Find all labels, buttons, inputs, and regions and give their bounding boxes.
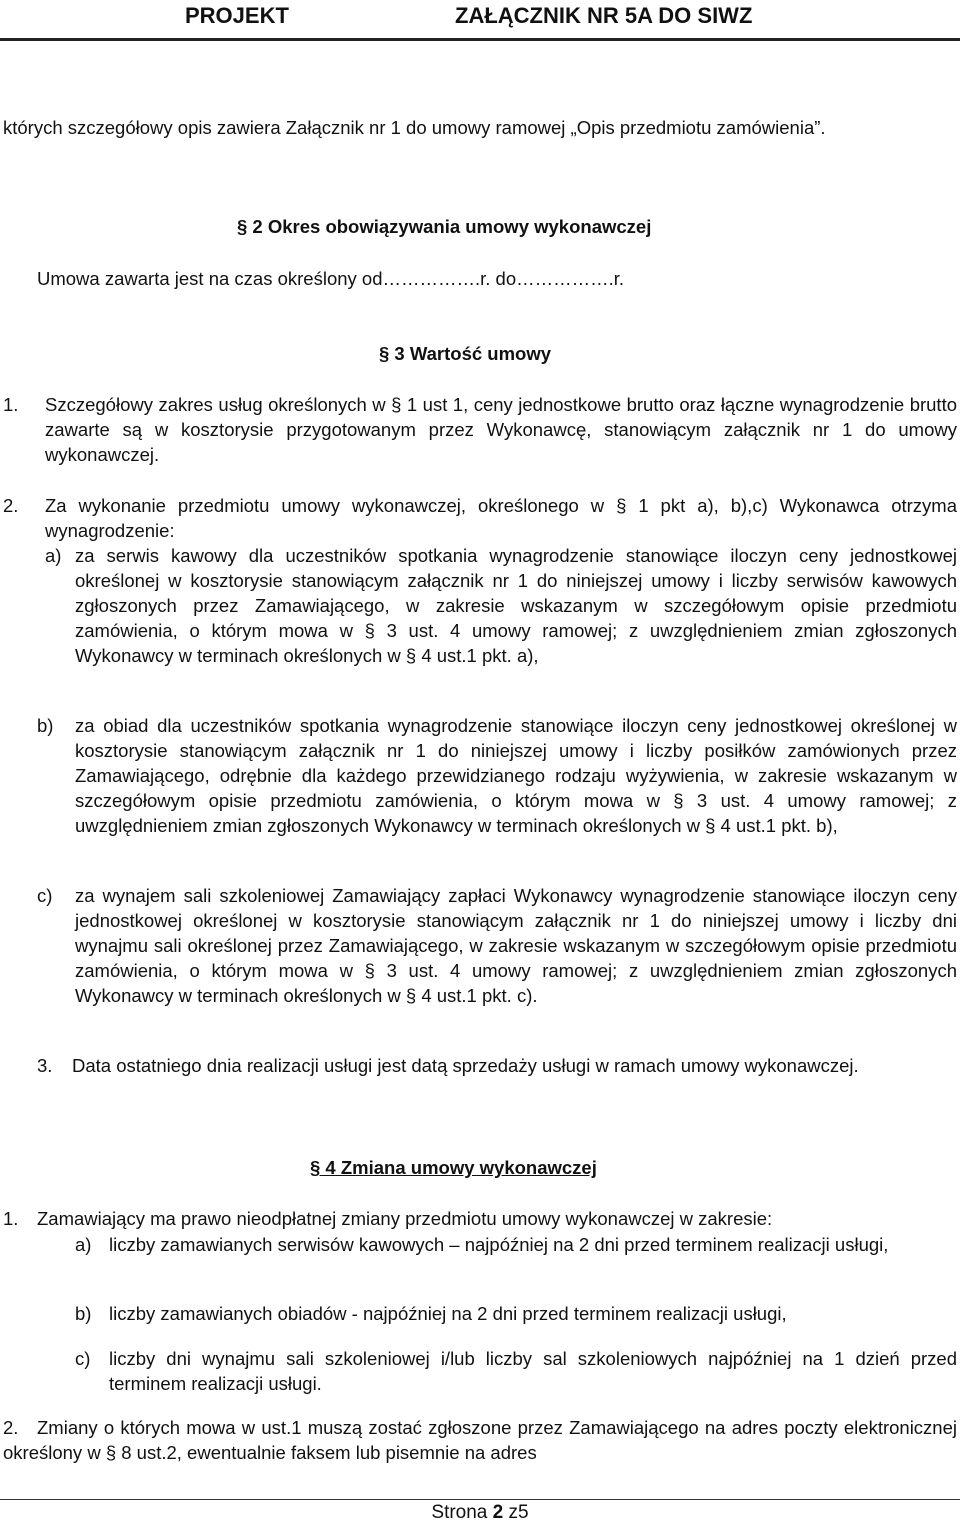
footer-page-prefix: Strona: [431, 1502, 488, 1523]
s4-p1-text: Zamawiający ma prawo nieodpłatnej zmiany przedmiotu umowy wykonawczej w zakresie:: [37, 1208, 773, 1229]
footer-divider: [0, 1499, 960, 1500]
s3-item-a-label: a): [45, 545, 62, 566]
section-4-heading: § 4 Zmiana umowy wykonawczej: [310, 1157, 597, 1178]
s4-item-c-text: liczby dni wynajmu sali szkoleniowej i/lub liczby sal szkoleniowych najpóźniej na 1 dzień przed terminem realizacji usługi.: [109, 1348, 957, 1394]
s4-p2-number: 2.: [3, 1417, 19, 1438]
s3-p3-number: 3.: [37, 1055, 53, 1076]
s3-item-b-label: b): [37, 715, 54, 736]
s4-item-b-label: b): [75, 1303, 92, 1324]
s4-item-a-label: a): [75, 1234, 92, 1255]
s4-p2-text: Zmiany o których mowa w ust.1 muszą zostać zgłoszone przez Zamawiającego na adres poczty elektronicznej określony w § 8 ust.2, ewentualnie faksem lub pisemnie na adres: [3, 1417, 957, 1463]
section-2-heading: § 2 Okres obowiązywania umowy wykonawczej: [237, 216, 652, 237]
page-header: [0, 0, 960, 40]
section-3-heading: § 3 Wartość umowy: [379, 343, 552, 364]
s4-item-a-text: liczby zamawianych serwisów kawowych – najpóźniej na 2 dni przed terminem realizacji usługi,: [109, 1234, 889, 1255]
footer-page-total: z5: [508, 1502, 529, 1523]
s3-p1-number: 1.: [3, 394, 19, 415]
s3-p2-text: Za wykonanie przedmiotu umowy wykonawczej, określonego w § 1 pkt a), b),c) Wykonawca otrzyma wynagrodzenie:: [45, 495, 957, 541]
s3-p1-text: Szczegółowy zakres usług określonych w § 1 ust 1, ceny jednostkowe brutto oraz łączne wynagrodzenie brutto zawarte są w kosztorysie przygotowanym przez Wykonawcę, stanowiącym załącznik nr 1 do umowy wykonawczej.: [45, 394, 957, 465]
footer-page-number: 2: [492, 1502, 504, 1523]
header-project-label: PROJEKT: [185, 3, 289, 28]
s3-item-a-text: za serwis kawowy dla uczestników spotkania wynagrodzenie stanowiące iloczyn ceny jednostkowej określonej w kosztorysie stanowiącym załącznik nr 1 do niniejszej umowy i liczby serwisów kawowych zgłoszonych przez Zamawiającego, w zakresie wskazanym w szczegółowym opisie przedmiotu zamówienia, o którym mowa w § 3 ust. 4 umowy ramowej; z uwzględnieniem zmian zgłoszonych Wykonawcy w terminach określonych w § 4 ust.1 pkt. a),: [75, 545, 957, 666]
page-footer: [0, 1502, 960, 1524]
s4-item-c-label: c): [75, 1348, 91, 1369]
s3-item-c-label: c): [37, 885, 53, 906]
section-2-text: Umowa zawarta jest na czas określony od…………….r. do…………….r.: [37, 268, 625, 289]
s4-item-b-text: liczby zamawianych obiadów - najpóźniej na 2 dni przed terminem realizacji usługi,: [109, 1303, 787, 1324]
s3-p2-number: 2.: [3, 495, 19, 516]
s3-item-b-text: za obiad dla uczestników spotkania wynagrodzenie stanowiące iloczyn ceny jednostkowej określonej w kosztorysie stanowiącym załącznik nr 1 do niniejszej umowy i liczby posiłków zamówionych przez Zamawiającego, odrębnie dla każdego przewidzianego rodzaju wyżywienia, w zakresie wskazanym w szczegółowym opisie przedmiotu zamówienia, o którym mowa w § 3 ust. 4 umowy ramowej; z uwzględnieniem zmian zgłoszonych Wykonawcy w terminach określonych w § 4 ust.1 pkt. b),: [75, 715, 957, 836]
intro-paragraph: których szczegółowy opis zawiera Załącznik nr 1 do umowy ramowej „Opis przedmiotu zamówienia”.: [3, 117, 826, 138]
header-attachment-label: ZAŁĄCZNIK NR 5A DO SIWZ: [455, 3, 753, 28]
s3-p3-text: Data ostatniego dnia realizacji usługi jest datą sprzedaży usługi w ramach umowy wykonawczej.: [72, 1055, 859, 1076]
header-divider: [0, 38, 960, 41]
s3-item-c-text: za wynajem sali szkoleniowej Zamawiający zapłaci Wykonawcy wynagrodzenie stanowiące iloczyn ceny jednostkowej określonej w kosztorysie stanowiącym załącznik nr 1 do niniejszej umowy i liczby dni wynajmu sali określonej przez Zamawiającego, w zakresie wskazanym w szczegółowym opisie przedmiotu zamówienia, o którym mowa w § 3 ust. 4 umowy ramowej; z uwzględnieniem zmian zgłoszonych Wykonawcy w terminach określonych w § 4 ust.1 pkt. c).: [75, 885, 957, 1006]
s4-p1-number: 1.: [3, 1208, 19, 1229]
